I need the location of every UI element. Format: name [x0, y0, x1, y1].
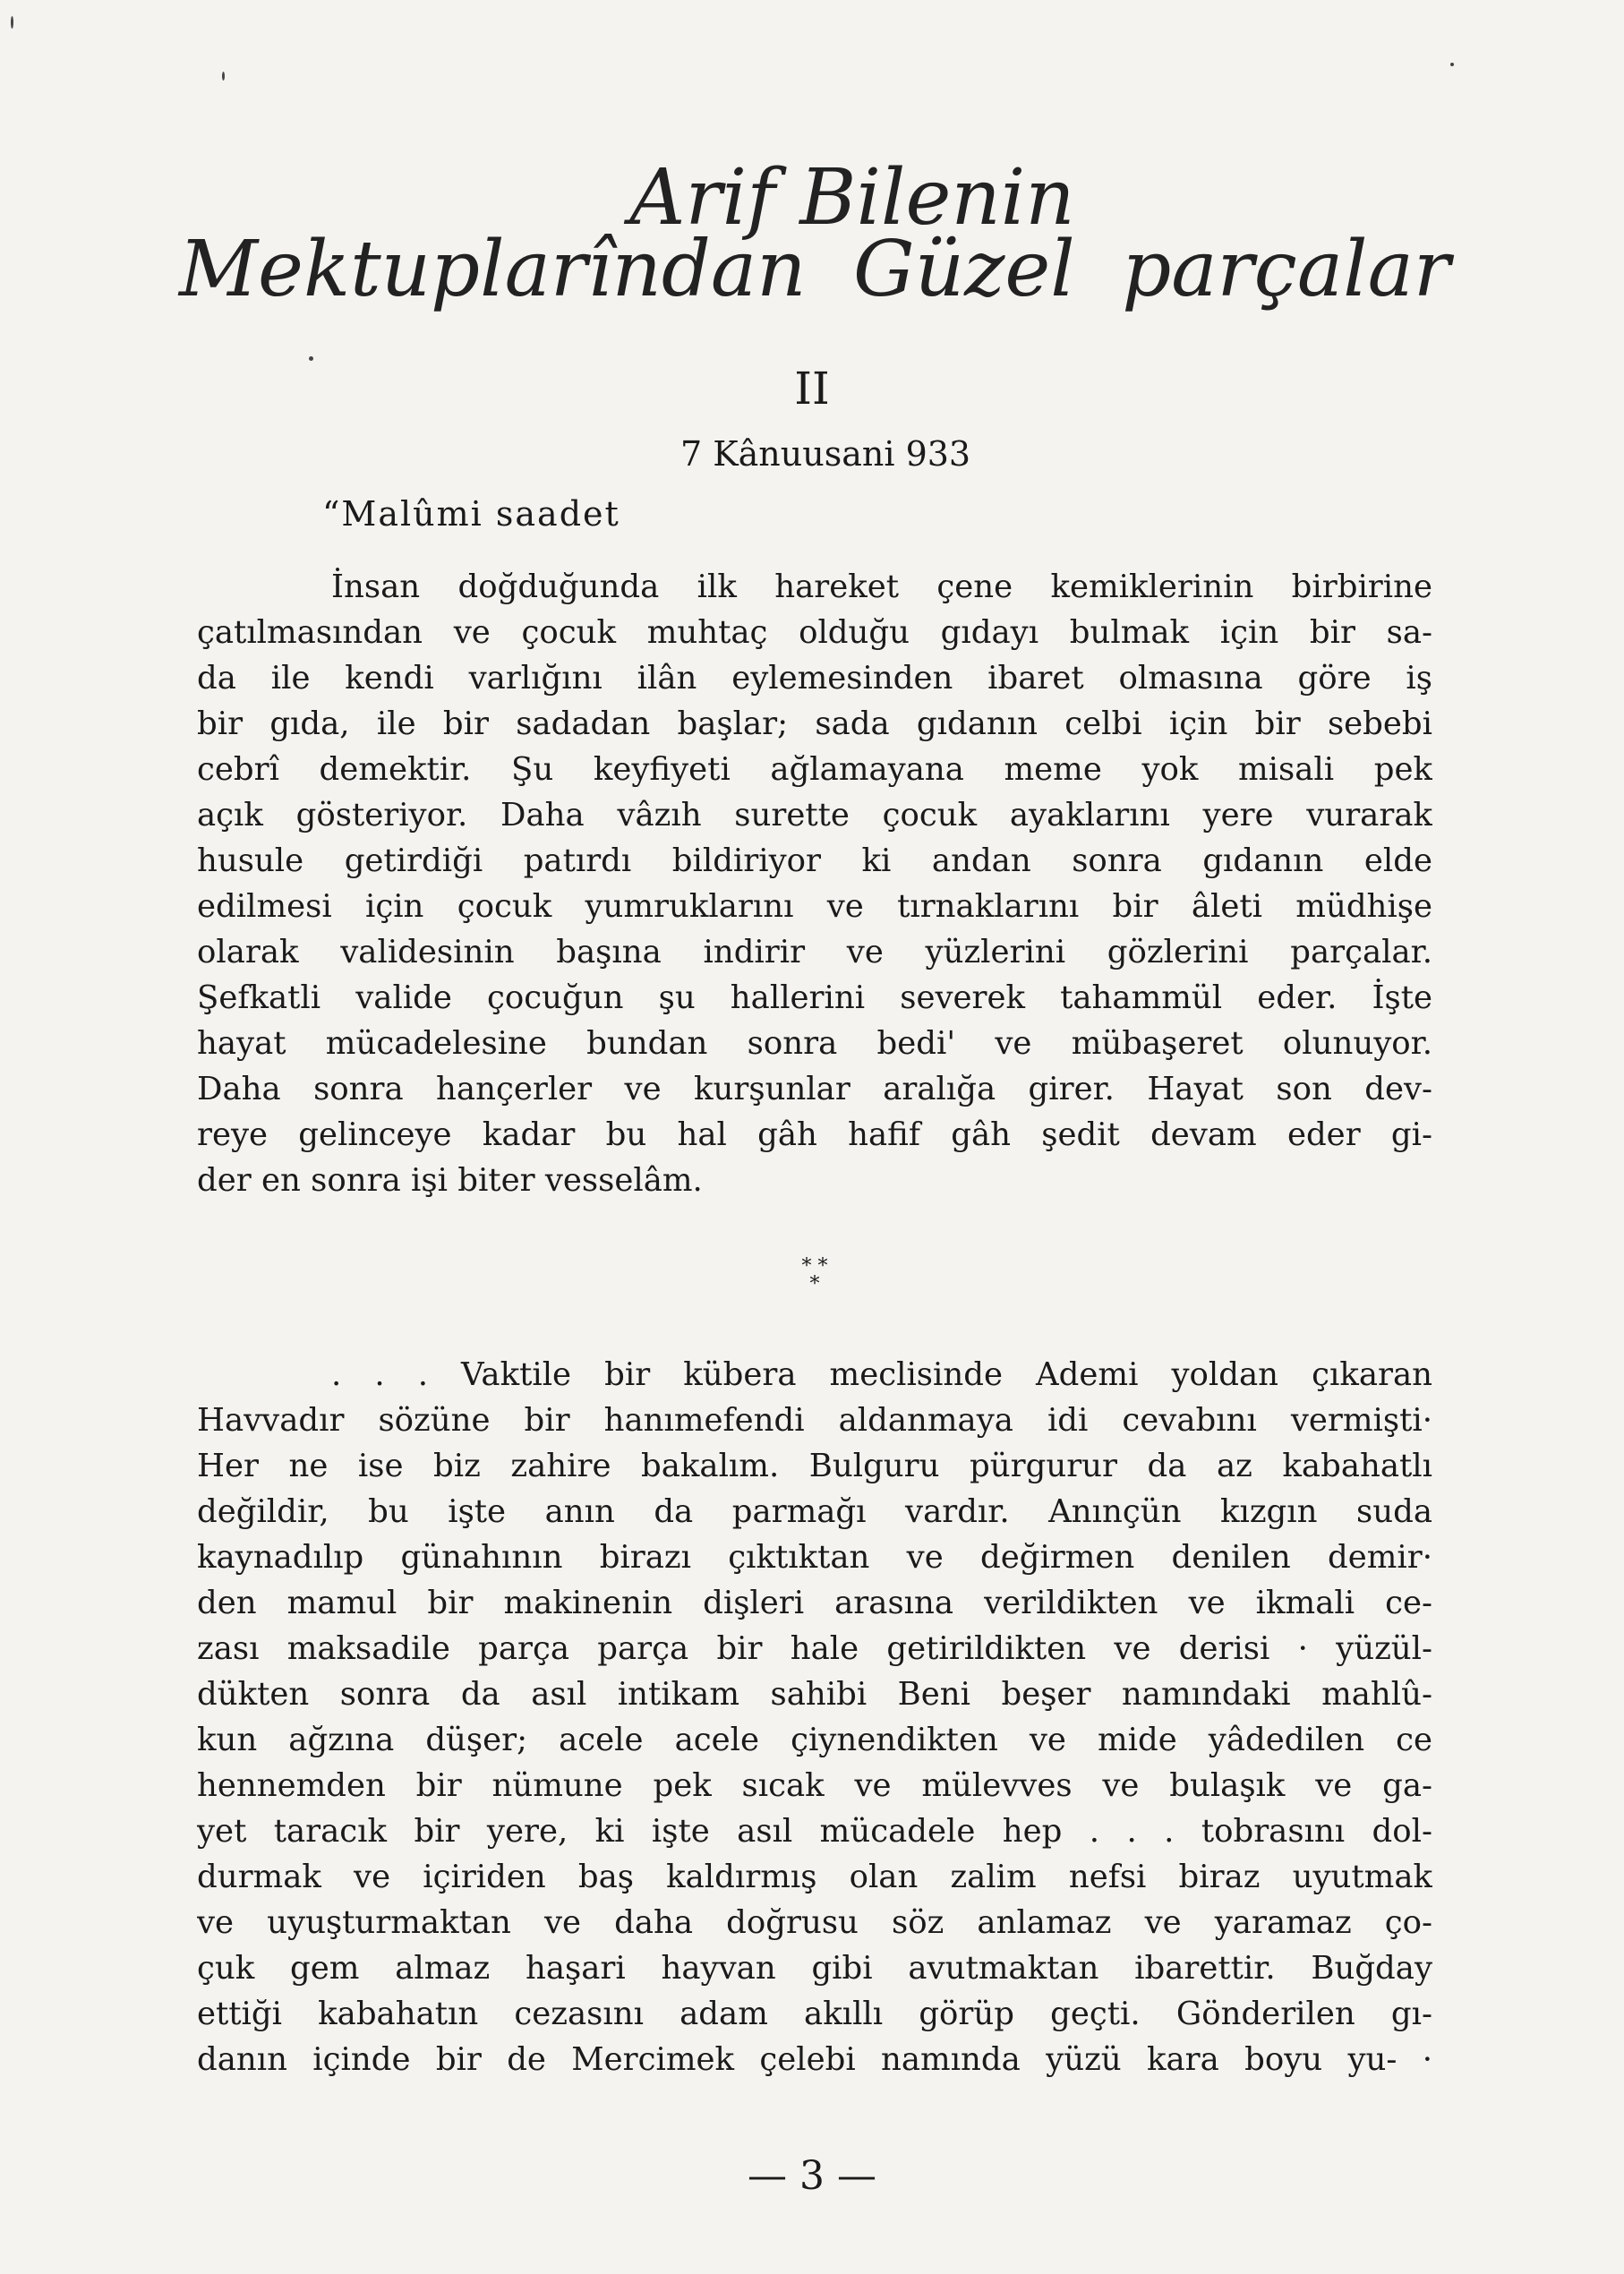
text-line: bir gıda, ile bir sadadan başlar; sada gıdanın celbi için bir sebebi	[197, 705, 1432, 742]
scan-speck	[309, 356, 313, 361]
text-line: da ile kendi varlığını ilân eylemesinden ibaret olmasına göre iş	[197, 660, 1432, 697]
text-line: Her ne ise biz zahire bakalım. Bulguru pürgurur da az kabahatlı	[197, 1448, 1432, 1484]
text-line: Havvadır sözüne bir hanımefendi aldanmaya idi cevabını vermişti·	[197, 1402, 1432, 1439]
salutation: “Malûmi saadet	[322, 494, 620, 534]
text-line: kun ağzına düşer; acele acele çiynendikten ve mide yâdedilen ce	[197, 1722, 1432, 1758]
title-word: Güzel	[853, 225, 1075, 314]
text-line: kaynadılıp günahının birazı çıktıktan ve değirmen denilen demir·	[197, 1539, 1432, 1576]
text-line: hennemden bir nümune pek sıcak ve mülevves ve bulaşık ve ga-	[197, 1767, 1432, 1804]
scan-speck	[1450, 63, 1454, 66]
section-1-text	[197, 564, 1432, 1203]
text-line: ve uyuşturmaktan ve daha doğrusu söz anlamaz ve yaramaz ço-	[197, 1904, 1432, 1941]
title-word: parçalar	[1122, 225, 1450, 314]
text-line: den mamul bir makinenin dişleri arasına verildikten ve ikmali ce-	[197, 1585, 1432, 1621]
text-line: çatılmasından ve çocuk muhtaç olduğu gıdayı bulmak için bir sa-	[197, 614, 1432, 651]
text-line: dükten sonra da asıl intikam sahibi Beni beşer namındaki mahlû-	[197, 1676, 1432, 1713]
text-line: husule getirdiği patırdı bildiriyor ki andan sonra gıdanın elde	[197, 842, 1432, 879]
title-line-2	[179, 225, 1450, 314]
text-line: Daha sonra hançerler ve kurşunlar aralığa girer. Hayat son dev-	[197, 1071, 1432, 1107]
scan-speck	[222, 72, 225, 81]
text-line: ettiği kabahatın cezasını adam akıllı görüp geçti. Gönderilen gı-	[197, 1996, 1432, 2032]
text-line: Şefkatli valide çocuğun şu hallerini severek tahammül eder. İşte	[197, 979, 1432, 1016]
text-line: der en sonra işi biter vesselâm.	[197, 1162, 703, 1199]
text-line: . . . Vaktile bir kübera meclisinde Ademi yoldan çıkaran	[331, 1356, 1432, 1393]
asterisk-single: *	[809, 1273, 820, 1295]
scan-speck	[11, 16, 13, 29]
part-number: II	[794, 363, 830, 415]
text-line: hayat mücadelesine bundan sonra bedi' ve mübaşeret olunuyor.	[197, 1025, 1432, 1062]
title-word: Mektuplarîndan	[179, 225, 807, 314]
section-2-text	[197, 1352, 1432, 2082]
text-line: cebrî demektir. Şu keyfiyeti ağlamayana meme yok misali pek	[197, 751, 1432, 788]
page-number: — 3 —	[748, 2153, 876, 2199]
asterisk-pair: * *	[801, 1255, 828, 1278]
text-line: edilmesi için çocuk yumruklarını ve tırnaklarını bir âleti müdhişe	[197, 888, 1432, 925]
text-line: danın içinde bir de Mercimek çelebi namında yüzü kara boyu yu- ·	[197, 2041, 1432, 2078]
text-line: yet taracık bir yere, ki işte asıl mücadele hep . . . tobrasını dol-	[197, 1813, 1432, 1850]
text-line: durmak ve içiriden baş kaldırmış olan zalim nefsi biraz uyutmak	[197, 1859, 1432, 1895]
text-line: zası maksadile parça parça bir hale getirildikten ve derisi · yüzül-	[197, 1630, 1432, 1667]
text-line: olarak validesinin başına indirir ve yüzlerini gözlerini parçalar.	[197, 934, 1432, 970]
text-line: açık gösteriyor. Daha vâzıh surette çocuk ayaklarını yere vurarak	[197, 797, 1432, 834]
title-line-1: Arif Bilenin	[629, 153, 1075, 243]
text-line: reye gelinceye kadar bu hal gâh hafif gâh şedit devam eder gi-	[197, 1116, 1432, 1153]
text-line: çuk gem almaz haşari hayvan gibi avutmaktan ibarettir. Buğday	[197, 1950, 1432, 1987]
text-line: değildir, bu işte anın da parmağı vardır. Anınçün kızgın suda	[197, 1493, 1432, 1530]
text-line: İnsan doğduğunda ilk hareket çene kemiklerinin birbirine	[331, 568, 1432, 605]
letter-date: 7 Kânuusani 933	[680, 434, 971, 474]
section-separator-asterisks	[788, 1255, 842, 1295]
